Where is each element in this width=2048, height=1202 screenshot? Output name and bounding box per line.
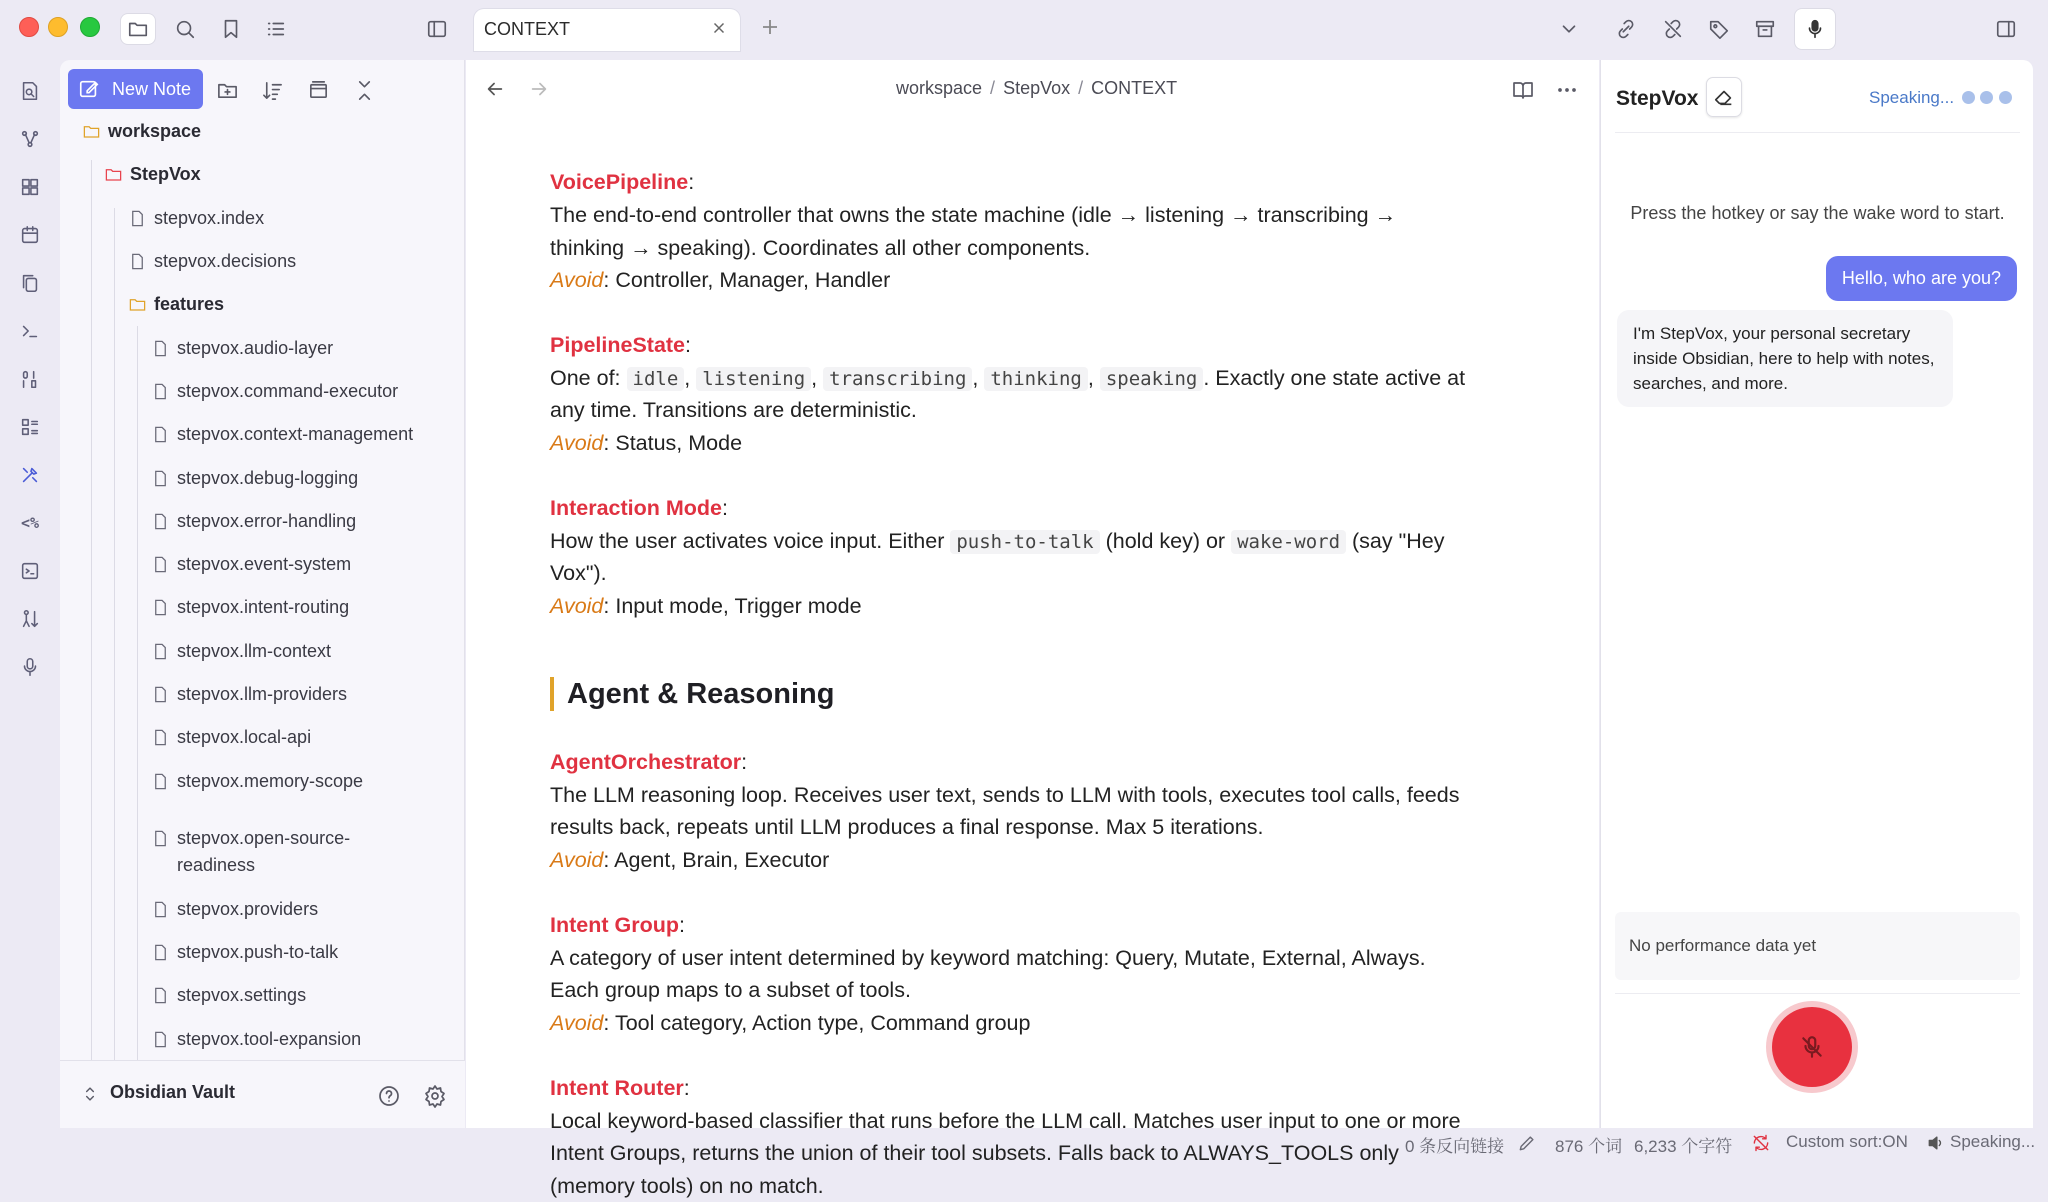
inline-code: idle — [627, 367, 685, 391]
status-dot — [1962, 91, 1975, 104]
folder-icon — [128, 295, 147, 314]
settings-gear-icon[interactable] — [423, 1084, 447, 1108]
minimize-window-button[interactable] — [48, 17, 68, 37]
breadcrumb-workspace[interactable]: workspace — [896, 78, 983, 98]
tag-icon[interactable] — [1702, 14, 1736, 44]
toggle-left-sidebar-icon[interactable] — [420, 14, 454, 44]
help-icon[interactable] — [377, 1084, 401, 1108]
performance-text: No performance data yet — [1629, 936, 1817, 955]
term-pipelinestate: PipelineState — [550, 333, 686, 357]
file-icon — [151, 339, 170, 358]
sort-order-icon[interactable] — [258, 76, 286, 104]
title-bar — [0, 0, 2048, 60]
avoid-line: Avoid: Status, Mode — [550, 431, 743, 455]
file-item[interactable]: stepvox.open-source- — [151, 823, 350, 853]
avoid-line: Avoid: Input mode, Trigger mode — [550, 594, 862, 618]
term-line: VoicePipeline: — [550, 170, 695, 194]
file-icon — [128, 252, 147, 271]
folder-workspace[interactable]: workspace — [82, 116, 201, 146]
char-count: 6,233 个字符 — [1634, 1137, 1733, 1156]
term-line: Intent Router: — [550, 1076, 690, 1100]
breadcrumb-context[interactable]: CONTEXT — [1091, 78, 1178, 98]
left-ribbon — [0, 60, 60, 1130]
stepvox-panel — [1600, 60, 2033, 1128]
new-folder-icon[interactable] — [213, 76, 241, 104]
folder-icon[interactable] — [121, 14, 155, 44]
file-icon — [151, 382, 170, 401]
avoid-line: Avoid: Controller, Manager, Handler — [550, 268, 891, 292]
term-line: AgentOrchestrator: — [550, 750, 748, 774]
file-icon — [151, 425, 170, 444]
folder-icon — [104, 165, 123, 184]
breadcrumb-stepvox[interactable]: StepVox — [1003, 78, 1071, 98]
file-icon — [151, 986, 170, 1005]
file-icon — [151, 642, 170, 661]
file-item[interactable]: stepvox.local-api — [151, 722, 311, 752]
toggle-right-sidebar-icon[interactable] — [1989, 14, 2023, 44]
file-item[interactable]: stepvox.llm-providers — [151, 679, 347, 709]
folder-icon — [82, 122, 101, 141]
file-icon — [151, 555, 170, 574]
file-item[interactable]: stepvox.memory-scope — [151, 766, 363, 796]
custom-sort-status[interactable]: Custom sort:ON — [1786, 1132, 1908, 1151]
forward-arrow-icon[interactable] — [528, 78, 554, 104]
file-icon — [151, 900, 170, 919]
section-heading: Agent & Reasoning — [550, 677, 834, 711]
dashboard-list-icon[interactable] — [15, 412, 45, 442]
voice-microphone-icon[interactable] — [15, 652, 45, 682]
definition-line: Local keyword-based classifier that runs before the LLM call. Matches user input to one or more — [550, 1109, 1461, 1133]
reading-view-book-icon[interactable] — [1511, 78, 1537, 104]
file-item[interactable]: stepvox.tool-expansion — [151, 1024, 361, 1054]
file-item[interactable]: stepvox.settings — [151, 980, 306, 1010]
file-item[interactable]: stepvox.intent-routing — [151, 592, 349, 622]
file-item[interactable]: stepvox.event-system — [151, 549, 351, 579]
archive-icon[interactable] — [1748, 14, 1782, 44]
term-line: Intent Group: — [550, 913, 685, 937]
microphone-icon[interactable] — [1795, 9, 1835, 49]
inline-code: speaking — [1100, 367, 1204, 391]
folder-features[interactable]: features — [128, 289, 224, 319]
mic-toggle-button[interactable] — [1772, 1007, 1852, 1087]
inline-code: thinking — [984, 367, 1088, 391]
term-interaction-mode: Interaction Mode — [550, 496, 723, 520]
collapse-all-icon[interactable] — [350, 76, 378, 104]
term-agentorchestrator: AgentOrchestrator — [550, 750, 742, 774]
definition-line: Intent Groups, returns the union of their tool subsets. Falls back to ALWAYS_TOOLS only — [550, 1141, 1399, 1165]
file-icon — [151, 469, 170, 488]
tab-title: CONTEXT — [484, 19, 571, 39]
quick-switcher-icon[interactable] — [15, 76, 45, 106]
file-explorer — [60, 60, 465, 1128]
file-item-continued[interactable]: readiness — [177, 854, 256, 875]
speaker-icon — [1926, 1133, 1946, 1153]
file-icon — [151, 685, 170, 704]
sort-people-icon[interactable] — [15, 604, 45, 634]
word-count: 876 个词 — [1555, 1137, 1623, 1156]
divider — [1615, 132, 2020, 133]
file-icon — [151, 598, 170, 617]
back-arrow-icon[interactable] — [484, 78, 510, 104]
status-dot — [1980, 91, 1993, 104]
file-item[interactable]: stepvox.push-to-talk — [151, 937, 338, 967]
file-item[interactable]: stepvox.audio-layer — [151, 333, 333, 363]
file-icon — [128, 209, 147, 228]
binary-icon[interactable] — [15, 364, 45, 394]
term-line: Interaction Mode: — [550, 496, 728, 520]
user-message-bubble: Hello, who are you? — [1826, 256, 2017, 301]
bookmark-icon[interactable] — [214, 14, 248, 44]
assistant-message-bubble: I'm StepVox, your personal secretary inside Obsidian, here to help with notes, searches, and more. — [1617, 310, 1953, 407]
term-line: PipelineState: — [550, 333, 691, 357]
new-note-button[interactable] — [68, 69, 203, 109]
new-note-label: New Note — [112, 78, 192, 99]
collapse-view-icon[interactable] — [304, 76, 332, 104]
chevron-up-down-icon[interactable] — [80, 1084, 100, 1104]
edit-pencil-icon[interactable] — [1517, 1133, 1537, 1153]
file-icon — [151, 512, 170, 531]
definition-line: Vox"). — [550, 561, 607, 585]
file-item[interactable]: stepvox.command-executor — [151, 376, 398, 406]
edit-icon — [78, 78, 100, 100]
status-bar — [0, 1128, 2048, 1158]
breadcrumb: workspace / StepVox / CONTEXT — [896, 78, 1178, 98]
close-window-button[interactable] — [19, 17, 39, 37]
definition-line: The LLM reasoning loop. Receives user text, sends to LLM with tools, executes tool calls, feeds — [550, 783, 1460, 807]
sync-error-icon[interactable] — [1751, 1133, 1771, 1153]
terminal-icon[interactable] — [15, 316, 45, 346]
unlink-icon[interactable] — [1656, 14, 1690, 44]
backlinks-count[interactable]: 0 条反向链接 — [1405, 1137, 1505, 1156]
tools-icon[interactable] — [15, 460, 45, 490]
speaking-status-bar: Speaking... — [1950, 1132, 2036, 1151]
file-stepvox-decisions[interactable]: stepvox.decisions — [128, 246, 296, 276]
inline-code: transcribing — [823, 367, 972, 391]
file-item[interactable]: stepvox.context-management — [151, 419, 413, 449]
definition-line: (memory tools) on no match. — [550, 1174, 824, 1198]
copy-files-icon[interactable] — [15, 268, 45, 298]
wake-hint: Press the hotkey or say the wake word to start. — [1630, 203, 2005, 223]
calendar-icon[interactable] — [15, 220, 45, 250]
definition-line: A category of user intent determined by keyword matching: Query, Mutate, External, Always. — [550, 946, 1426, 970]
file-item[interactable]: stepvox.providers — [151, 894, 318, 924]
graph-view-icon[interactable] — [15, 124, 45, 154]
close-tab-icon[interactable] — [710, 19, 730, 39]
outline-list-icon[interactable] — [259, 14, 293, 44]
definition-line: thinking → speaking). Coordinates all other components. — [550, 236, 1091, 260]
performance-panel — [1615, 912, 2020, 980]
term-voicepipeline: VoicePipeline — [550, 170, 689, 194]
definition-line: One of: idle , listening , transcribing , thinking , speaking . Exactly one state active at — [550, 366, 1466, 390]
inline-code: push-to-talk — [950, 530, 1099, 554]
definition-line: The end-to-end controller that owns the state machine (idle → listening → transcribing → — [550, 203, 1397, 227]
definition-line: Each group maps to a subset of tools. — [550, 978, 911, 1002]
templater-icon[interactable]: <% — [20, 514, 40, 532]
new-tab-icon[interactable] — [758, 15, 784, 41]
canvas-grid-icon[interactable] — [15, 172, 45, 202]
file-icon — [151, 943, 170, 962]
status-dot — [1999, 91, 2012, 104]
file-icon — [151, 772, 170, 791]
file-icon — [151, 1030, 170, 1049]
file-icon — [151, 728, 170, 747]
term-intent-group: Intent Group — [550, 913, 679, 937]
link-icon[interactable] — [1609, 14, 1643, 44]
folder-stepvox[interactable]: StepVox — [104, 159, 201, 189]
console-icon[interactable] — [15, 556, 45, 586]
chevron-down-icon[interactable] — [1552, 14, 1586, 44]
definition-line: any time. Transitions are deterministic. — [550, 398, 917, 422]
file-item[interactable]: stepvox.debug-logging — [151, 463, 358, 493]
inline-code: listening — [696, 367, 811, 391]
panel-title: StepVox — [1616, 87, 1699, 110]
tab-context[interactable] — [474, 9, 740, 51]
zoom-window-button[interactable] — [80, 17, 100, 37]
avoid-line: Avoid: Agent, Brain, Executor — [550, 848, 830, 872]
vault-name[interactable]: Obsidian Vault — [110, 1082, 236, 1102]
explorer-toolbar — [60, 60, 465, 118]
term-intent-router: Intent Router — [550, 1076, 684, 1100]
inline-code: wake-word — [1231, 530, 1346, 554]
search-icon[interactable] — [168, 14, 202, 44]
mic-off-icon — [1799, 1034, 1825, 1060]
more-options-icon[interactable] — [1555, 78, 1581, 104]
definition-line: How the user activates voice input. Either push-to-talk (hold key) or wake-word (say "Hey — [550, 529, 1445, 553]
eraser-icon[interactable] — [1706, 77, 1742, 117]
divider — [1615, 993, 2020, 994]
file-icon — [151, 829, 170, 848]
file-item[interactable]: stepvox.llm-context — [151, 636, 331, 666]
file-stepvox-index[interactable]: stepvox.index — [128, 203, 264, 233]
file-tree — [60, 118, 465, 1060]
vault-switcher — [60, 1060, 465, 1128]
file-item[interactable]: stepvox.error-handling — [151, 506, 356, 536]
definition-line: results back, repeats until LLM produces a final response. Max 5 iterations. — [550, 815, 1264, 839]
avoid-line: Avoid: Tool category, Action type, Command group — [550, 1011, 1031, 1035]
speaking-status: Speaking... — [1869, 88, 1955, 107]
